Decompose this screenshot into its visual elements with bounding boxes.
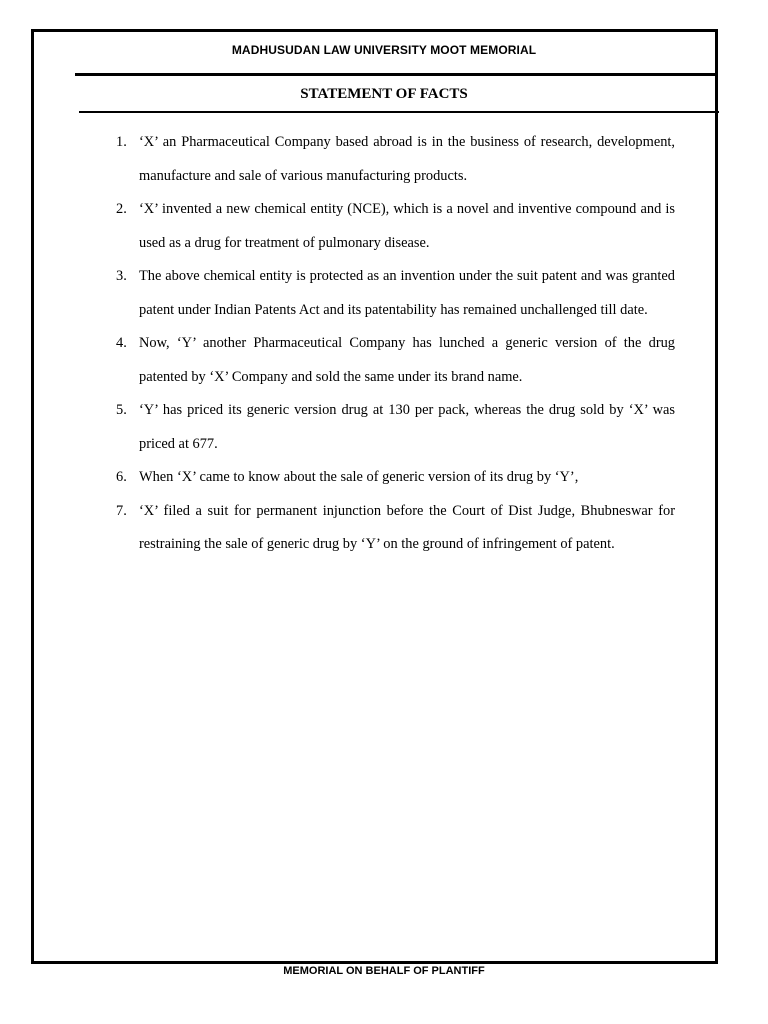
fact-number: 7.	[116, 502, 127, 519]
fact-text: ‘X’ an Pharmaceutical Company based abroad is in the business of research, development, manufacture and sale of various manufacturing products.	[139, 134, 675, 184]
fact-item	[110, 461, 675, 495]
page-header: MADHUSUDAN LAW UNIVERSITY MOOT MEMORIAL	[231, 43, 537, 57]
fact-number: 3.	[116, 268, 127, 284]
fact-text: ‘X’ filed a suit for permanent injunction before the Court of Dist Judge, Bhubneswar for restraining the sale of generic drug by ‘Y’ on the ground of infringement of patent.	[139, 502, 675, 552]
fact-number: 6.	[116, 469, 127, 485]
facts-list	[110, 126, 675, 562]
fact-number: 2.	[116, 201, 127, 217]
fact-item	[110, 126, 675, 193]
fact-number: 5.	[116, 402, 127, 418]
fact-item	[110, 495, 675, 562]
fact-item	[110, 260, 675, 327]
fact-item	[110, 394, 675, 461]
fact-number: 1.	[116, 134, 127, 150]
section-title: STATEMENT OF FACTS	[300, 86, 468, 102]
fact-text: ‘Y’ has priced its generic version drug at 130 per pack, whereas the drug sold by ‘X’ was priced at 677.	[139, 402, 675, 452]
header-rule	[75, 73, 716, 76]
page-footer: MEMORIAL ON BEHALF OF PLANTIFF	[283, 965, 485, 977]
fact-text: The above chemical entity is protected as an invention under the suit patent and was granted patent under Indian Patents Act and its patentability has remained unchallenged till date.	[139, 268, 675, 318]
fact-item	[110, 193, 675, 260]
fact-item	[110, 327, 675, 394]
fact-text: ‘X’ invented a new chemical entity (NCE), which is a novel and inventive compound and is used as a drug for treatment of pulmonary disease.	[139, 201, 675, 251]
title-rule	[79, 111, 719, 113]
fact-text: When ‘X’ came to know about the sale of generic version of its drug by ‘Y’,	[139, 469, 579, 485]
fact-number: 4.	[116, 335, 127, 351]
fact-text: Now, ‘Y’ another Pharmaceutical Company has lunched a generic version of the drug patented by ‘X’ Company and sold the same under its brand name.	[139, 335, 675, 385]
